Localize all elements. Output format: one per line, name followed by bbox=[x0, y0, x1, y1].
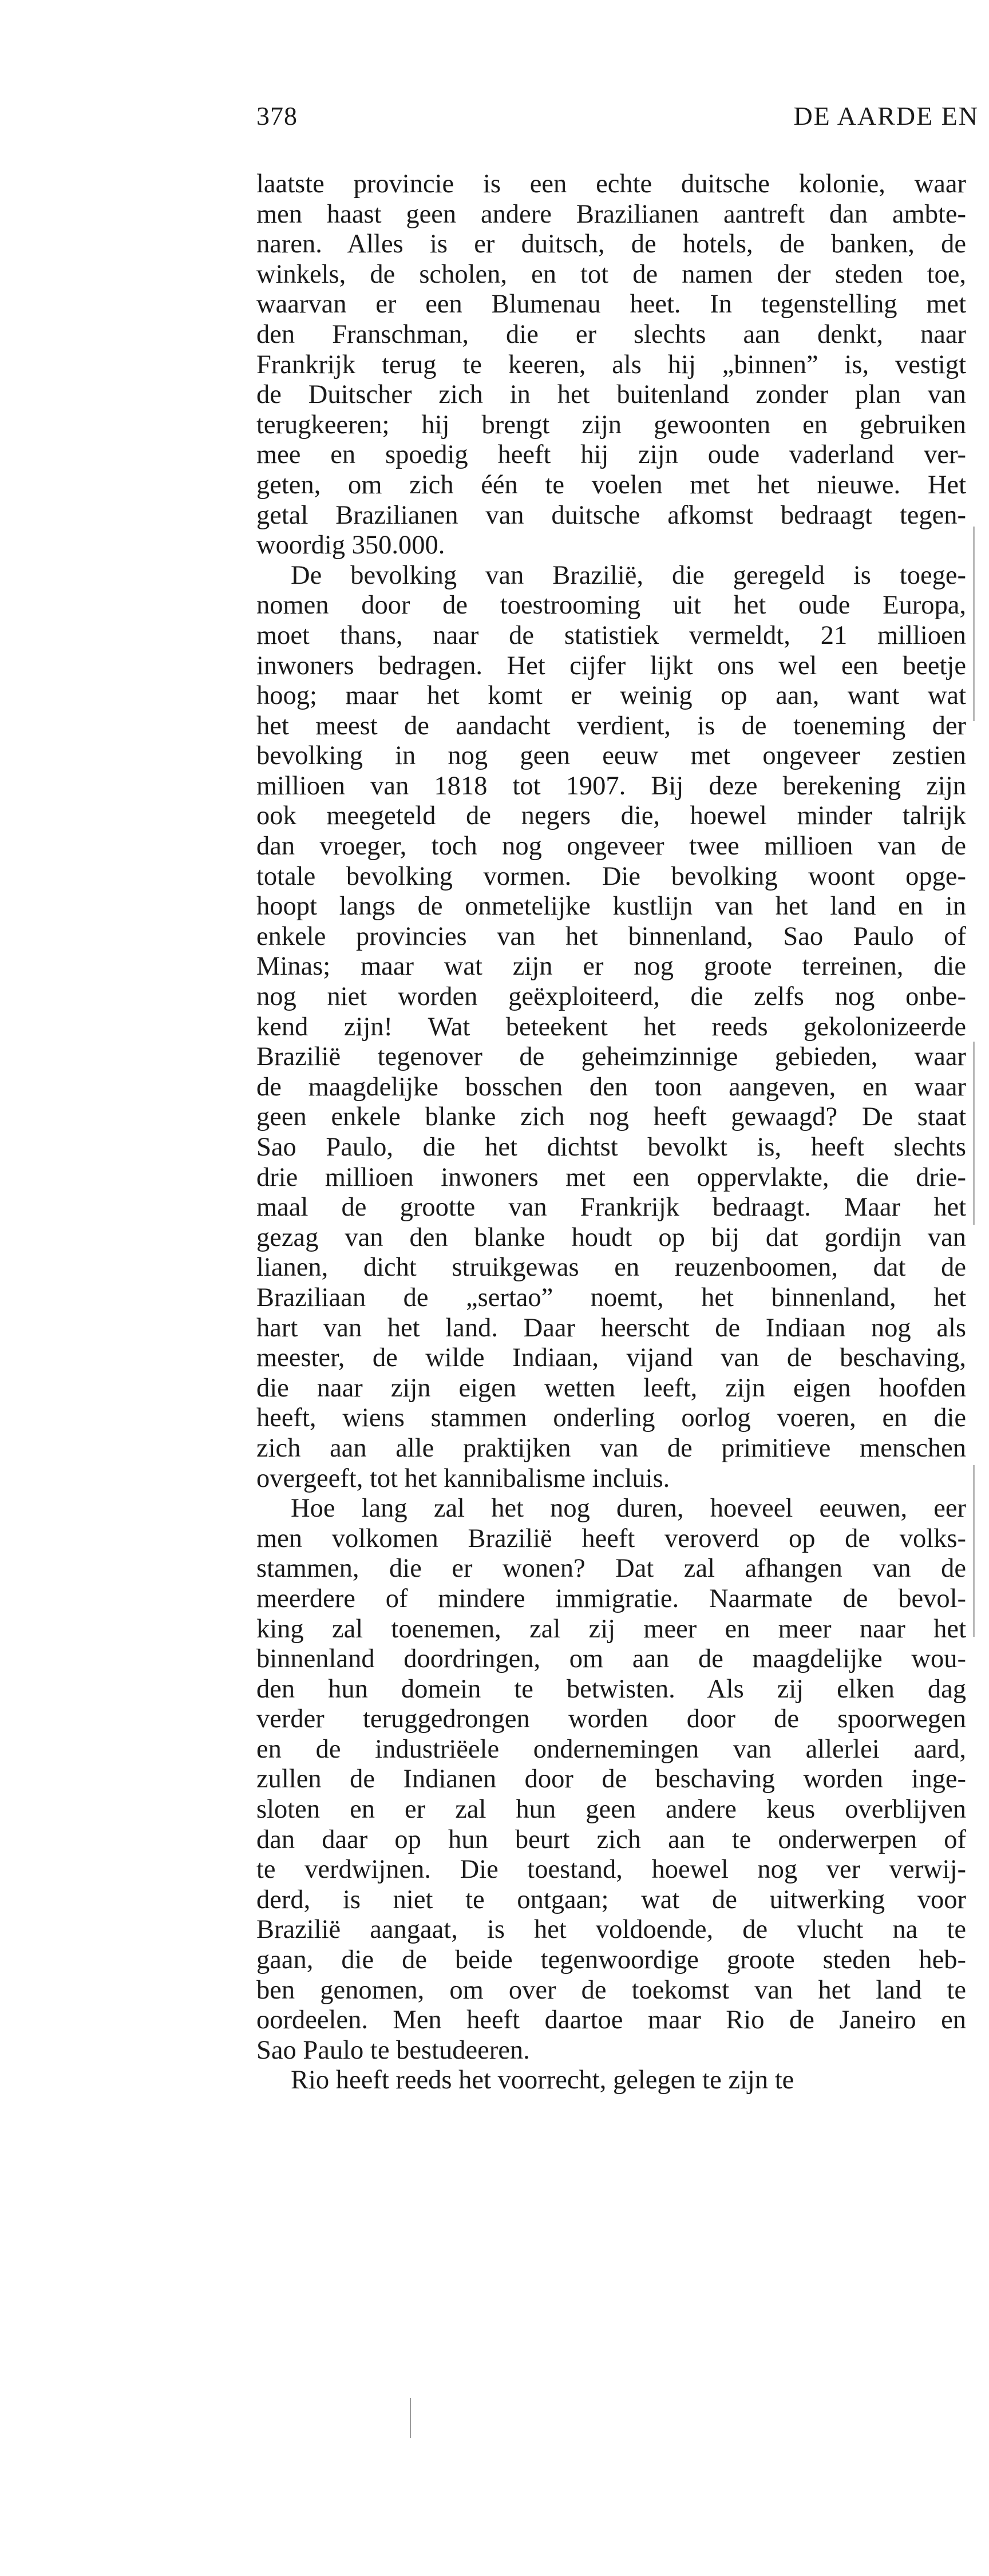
text-line: zich aan alle praktijken van de primitieve menschen bbox=[256, 1433, 966, 1463]
text-line: heeft, wiens stammen onderling oorlog voeren, en die bbox=[256, 1403, 966, 1433]
text-line: terugkeeren; hij brengt zijn gewoonten en gebruiken bbox=[256, 410, 966, 440]
text-line: bevolking in nog geen eeuw met ongeveer zestien bbox=[256, 741, 966, 771]
text-line: dan daar op hun beurt zich aan te onderwerpen of bbox=[256, 1825, 966, 1854]
paragraph-end-line: Sao Paulo te bestudeeren. bbox=[256, 2035, 530, 2065]
text-line: den hun domein te betwisten. Als zij elken dag bbox=[256, 1674, 966, 1704]
margin-scan-mark bbox=[973, 1042, 975, 1225]
margin-scan-mark bbox=[973, 527, 975, 721]
text-line: totale bevolking vormen. Die bevolking woont opge- bbox=[256, 861, 966, 891]
text-line: het meest de aandacht verdient, is de toeneming der bbox=[256, 711, 966, 741]
text-line: ben genomen, om over de toekomst van het land te bbox=[256, 1975, 966, 2005]
text-line: nomen door de toestrooming uit het oude Europa, bbox=[256, 591, 966, 620]
margin-scan-mark bbox=[973, 1465, 975, 1637]
text-line: geten, om zich één te voelen met het nieuwe. Het bbox=[256, 470, 966, 500]
text-line: ook meegeteld de negers die, hoewel minder talrijk bbox=[256, 801, 966, 831]
text-line: winkels, de scholen, en tot de namen der steden toe, bbox=[256, 259, 966, 289]
text-line: maal de grootte van Frankrijk bedraagt. Maar het bbox=[256, 1193, 966, 1222]
running-head bbox=[256, 96, 979, 136]
text-line: moet thans, naar de statistiek vermeldt, 21 millioen bbox=[256, 620, 966, 650]
text-line: zullen de Indianen door de beschaving worden inge- bbox=[256, 1764, 966, 1794]
paragraph-start-line: De bevolking van Brazilië, die geregeld is toege- bbox=[291, 560, 966, 590]
text-line: men haast geen andere Brazilianen aantreft dan ambte- bbox=[256, 199, 966, 229]
text-line: kend zijn! Wat beteekent het reeds gekolonizeerde bbox=[256, 1012, 966, 1042]
text-line: Brazilië tegenover de geheimzinnige gebieden, waar bbox=[256, 1042, 966, 1072]
text-line: de maagdelijke bosschen den toon aangeven, en waar bbox=[256, 1072, 966, 1102]
paragraph-start-line: Hoe lang zal het nog duren, hoeveel eeuwen, eer bbox=[291, 1494, 966, 1524]
paragraph-end-line: overgeeft, tot het kannibalisme incluis. bbox=[256, 1463, 670, 1493]
text-line: die naar zijn eigen wetten leeft, zijn eigen hoofden bbox=[256, 1373, 966, 1403]
text-line: Frankrijk terug te keeren, als hij „binnen” is, vestigt bbox=[256, 350, 966, 379]
text-line: hart van het land. Daar heerscht de Indiaan nog als bbox=[256, 1313, 966, 1343]
text-line: Brazilië aangaat, is het voldoende, de vlucht na te bbox=[256, 1915, 966, 1945]
text-line: lianen, dicht struikgewas en reuzenboomen, dat de bbox=[256, 1253, 966, 1283]
paragraph-start-line: Rio heeft reeds het voorrecht, gelegen te zijn te bbox=[291, 2065, 794, 2095]
text-line: mee en spoedig heeft hij zijn oude vaderland ver- bbox=[256, 440, 966, 470]
text-line: gezag van den blanke houdt op bij dat gordijn van bbox=[256, 1222, 966, 1252]
text-line: waarvan er een Blumenau heet. In tegenstelling met bbox=[256, 290, 966, 319]
text-line: men volkomen Brazilië heeft veroverd op de volks- bbox=[256, 1524, 966, 1553]
text-line: binnenland doordringen, om aan de maagdelijke wou- bbox=[256, 1644, 966, 1674]
body-text bbox=[256, 169, 966, 2096]
text-line: inwoners bedragen. Het cijfer lijkt ons wel een beetje bbox=[256, 651, 966, 680]
text-line: laatste provincie is een echte duitsche kolonie, waar bbox=[256, 169, 966, 199]
text-line: nog niet worden geëxploiteerd, die zelfs nog onbe- bbox=[256, 982, 966, 1012]
text-line: meerdere of mindere immigratie. Naarmate de bevol- bbox=[256, 1584, 966, 1613]
text-line: den Franschman, die er slechts aan denkt, naar bbox=[256, 319, 966, 349]
text-line: enkele provincies van het binnenland, Sao Paulo of bbox=[256, 921, 966, 951]
text-line: hoog; maar het komt er weinig op aan, want wat bbox=[256, 681, 966, 711]
text-line: derd, is niet te ontgaan; wat de uitwerking voor bbox=[256, 1885, 966, 1914]
text-line: stammen, die er wonen? Dat zal afhangen van de bbox=[256, 1554, 966, 1584]
text-line: sloten en er zal hun geen andere keus overblijven bbox=[256, 1795, 966, 1825]
text-line: Braziliaan de „sertao” noemt, het binnenland, het bbox=[256, 1283, 966, 1312]
text-line: drie millioen inwoners met een oppervlakte, die drie- bbox=[256, 1162, 966, 1192]
text-line: geen enkele blanke zich nog heeft gewaagd? De staat bbox=[256, 1102, 966, 1132]
text-line: Sao Paulo, die het dichtst bevolkt is, heeft slechts bbox=[256, 1133, 966, 1162]
page-number: 378 bbox=[256, 101, 298, 130]
scan-artifact-mark bbox=[410, 2398, 411, 2438]
text-line: naren. Alles is er duitsch, de hotels, de banken, de bbox=[256, 229, 966, 259]
text-line: de Duitscher zich in het buitenland zonder plan van bbox=[256, 380, 966, 410]
text-line: meester, de wilde Indiaan, vijand van de beschaving, bbox=[256, 1343, 966, 1373]
text-line: millioen van 1818 tot 1907. Bij deze berekening zijn bbox=[256, 771, 966, 801]
text-line: hoopt langs de onmetelijke kustlijn van het land en in bbox=[256, 892, 966, 921]
text-line: verder teruggedrongen worden door de spoorwegen bbox=[256, 1704, 966, 1734]
text-line: oordeelen. Men heeft daartoe maar Rio de Janeiro en bbox=[256, 2005, 966, 2035]
text-line: en de industriëele ondernemingen van allerlei aard, bbox=[256, 1734, 966, 1764]
running-title: DE AARDE EN bbox=[793, 101, 979, 130]
text-line: dan vroeger, toch nog ongeveer twee millioen van de bbox=[256, 832, 966, 861]
text-line: te verdwijnen. Die toestand, hoewel nog ver verwij- bbox=[256, 1855, 966, 1885]
text-line: gaan, die de beide tegenwoordige groote steden heb- bbox=[256, 1945, 966, 1975]
text-line: king zal toenemen, zal zij meer en meer naar het bbox=[256, 1614, 966, 1644]
text-line: Minas; maar wat zijn er nog groote terreinen, die bbox=[256, 952, 966, 982]
text-line: getal Brazilianen van duitsche afkomst bedraagt tegen- bbox=[256, 500, 966, 530]
paragraph-end-line: woordig 350.000. bbox=[256, 531, 445, 560]
